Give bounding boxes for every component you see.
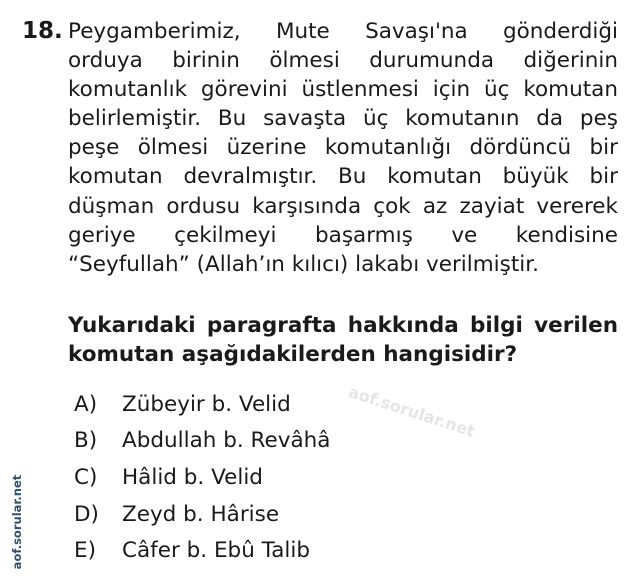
stem-line: geriye çekilmeyi başarmış ve kendisine	[68, 222, 618, 248]
question-stem	[68, 17, 618, 279]
stem-line: komutanlık görevini üstlenmesi için üç komutan	[68, 77, 618, 103]
option-letter: B)	[74, 428, 98, 454]
option-text: Zeyd b. Hârise	[122, 501, 280, 527]
option-text: Zübeyir b. Velid	[122, 391, 291, 417]
option-c[interactable]	[74, 459, 330, 496]
option-letter: E)	[74, 538, 96, 564]
question-number: 18.	[22, 18, 63, 44]
option-letter: A)	[74, 391, 98, 417]
watermark-side: aof.sorular.net	[10, 474, 24, 570]
stem-line: orduya birinin ölmesi durumunda diğerinin	[68, 48, 618, 74]
prompt-line: Yukarıdaki paragrafta hakkında bilgi verilen	[68, 313, 618, 338]
stem-line: “Seyfullah” (Allah’ın kılıcı) lakabı verilmiştir.	[68, 251, 539, 277]
stem-line: peşe ölmesi üzerine komutanlığı dördüncü bir	[68, 135, 618, 161]
stem-line: Peygamberimiz, Mute Savaşı'na gönderdiği	[68, 19, 618, 44]
option-d[interactable]	[74, 496, 330, 533]
stem-line: düşman ordusu karşısında çok az zayiat vererek	[68, 193, 618, 219]
option-e[interactable]	[74, 532, 330, 569]
option-text: Hâlid b. Velid	[122, 464, 263, 490]
option-letter: D)	[74, 501, 99, 527]
question-prompt	[68, 311, 618, 369]
option-text: Abdullah b. Revâhâ	[122, 428, 331, 454]
watermark-diagonal: aof.sorular.net	[346, 382, 478, 441]
stem-line: komutan devralmıştır. Bu komutan büyük bir	[68, 164, 618, 190]
option-text: Câfer b. Ebû Talib	[122, 538, 311, 564]
prompt-line: komutan aşağıdakilerden hangisidir?	[68, 342, 518, 367]
option-b[interactable]	[74, 423, 330, 460]
answer-options	[74, 386, 330, 569]
option-a[interactable]	[74, 386, 330, 423]
option-letter: C)	[74, 464, 98, 490]
stem-line: belirlemiştir. Bu savaşta üç komutanın da peş	[68, 106, 618, 132]
